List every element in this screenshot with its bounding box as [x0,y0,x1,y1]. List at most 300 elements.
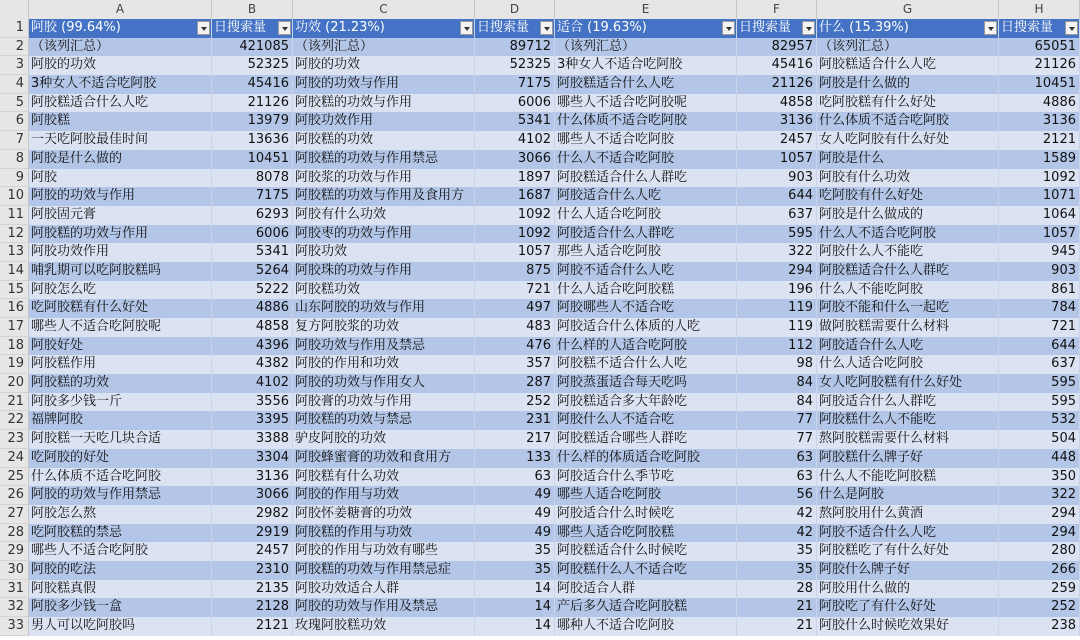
table-cell[interactable]: 1687 [475,187,555,206]
table-cell[interactable]: 3066 [475,150,555,169]
table-cell[interactable]: 阿胶适合什么人吃 [555,187,737,206]
table-cell[interactable]: 哪些人不适合吃阿胶呢 [29,318,212,337]
table-cell[interactable]: 产后多久适合吃阿胶糕 [555,598,737,617]
header-cell[interactable] [555,19,737,38]
table-cell[interactable]: 637 [999,355,1080,374]
row-number[interactable]: 32 [0,598,29,617]
table-cell[interactable]: 497 [475,299,555,318]
table-cell[interactable]: 3种女人不适合吃阿胶 [29,75,212,94]
row-number[interactable]: 10 [0,187,29,206]
table-cell[interactable]: 阿胶好处 [29,337,212,356]
table-cell[interactable]: 2128 [212,598,293,617]
table-cell[interactable]: 287 [475,374,555,393]
table-cell[interactable]: 阿胶功效作用 [29,243,212,262]
header-cell[interactable] [29,19,212,38]
table-cell[interactable]: 阿胶糕作用 [29,355,212,374]
table-cell[interactable]: 吃阿胶糕有什么好处 [817,94,999,113]
table-cell[interactable]: 阿胶适合什么季节吃 [555,468,737,487]
header-cell[interactable] [999,19,1080,38]
row-number[interactable]: 23 [0,430,29,449]
table-cell[interactable]: 42 [737,505,817,524]
row-number[interactable]: 4 [0,75,29,94]
table-cell[interactable]: 阿胶糕的功效 [293,131,475,150]
table-cell[interactable]: 阿胶膏的功效与作用 [293,393,475,412]
table-cell[interactable]: 721 [475,281,555,300]
table-cell[interactable]: 861 [999,281,1080,300]
table-cell[interactable]: 阿胶不能和什么一起吃 [817,299,999,318]
row-number[interactable]: 17 [0,318,29,337]
table-cell[interactable]: 84 [737,393,817,412]
row-number[interactable]: 2 [0,38,29,57]
table-cell[interactable]: 阿胶糕适合多大年龄吃 [555,393,737,412]
table-cell[interactable]: 2310 [212,561,293,580]
table-cell[interactable]: 595 [999,374,1080,393]
row-number[interactable]: 8 [0,150,29,169]
column-header-b[interactable]: B [212,0,293,19]
table-cell[interactable]: 阿胶吃了有什么好处 [817,598,999,617]
table-cell[interactable]: 阿胶糕的功效与作用 [293,94,475,113]
filter-dropdown-icon[interactable] [802,21,815,35]
row-number[interactable]: 1 [0,19,29,38]
table-cell[interactable]: 什么样的体质适合吃阿胶 [555,449,737,468]
table-cell[interactable]: 14 [475,580,555,599]
row-number[interactable]: 31 [0,580,29,599]
table-cell[interactable]: 3556 [212,393,293,412]
table-cell[interactable]: 吃阿胶的好处 [29,449,212,468]
table-cell[interactable]: （该列汇总） [555,38,737,57]
table-cell[interactable]: 45416 [212,75,293,94]
table-cell[interactable]: 1589 [999,150,1080,169]
row-number[interactable]: 28 [0,524,29,543]
row-number[interactable]: 11 [0,206,29,225]
header-cell[interactable] [293,19,475,38]
table-cell[interactable]: 女人吃阿胶有什么好处 [817,131,999,150]
table-cell[interactable]: 448 [999,449,1080,468]
table-cell[interactable]: 阿胶哪些人不适合吃 [555,299,737,318]
table-cell[interactable]: 什么人适合吃阿胶 [817,355,999,374]
table-cell[interactable]: 476 [475,337,555,356]
table-cell[interactable]: 哺乳期可以吃阿胶糕吗 [29,262,212,281]
table-cell[interactable]: 阿胶糕有什么功效 [293,468,475,487]
table-cell[interactable]: 山东阿胶的功效与作用 [293,299,475,318]
row-number[interactable]: 33 [0,617,29,636]
table-cell[interactable]: 6293 [212,206,293,225]
table-cell[interactable]: 阿胶糕的功效 [29,374,212,393]
table-cell[interactable]: 784 [999,299,1080,318]
table-cell[interactable]: 阿胶怀姜糖膏的功效 [293,505,475,524]
table-cell[interactable]: 63 [737,468,817,487]
table-cell[interactable]: 13636 [212,131,293,150]
table-cell[interactable]: 89712 [475,38,555,57]
table-cell[interactable]: 119 [737,299,817,318]
table-cell[interactable]: 35 [475,561,555,580]
table-cell[interactable]: 阿胶不适合什么人吃 [555,262,737,281]
row-number[interactable]: 14 [0,262,29,281]
table-cell[interactable]: 56 [737,486,817,505]
table-cell[interactable]: 什么体质不适合吃阿胶 [817,112,999,131]
table-cell[interactable]: 350 [999,468,1080,487]
table-cell[interactable]: 阿胶糕的功效与作用 [29,225,212,244]
table-cell[interactable]: 玫瑰阿胶糕功效 [293,617,475,636]
table-cell[interactable]: 595 [737,225,817,244]
table-cell[interactable]: 阿胶多少钱一斤 [29,393,212,412]
table-cell[interactable]: 7175 [212,187,293,206]
table-cell[interactable]: 熬阿胶糕需要什么材料 [817,430,999,449]
table-cell[interactable]: 阿胶的功效与作用及禁忌 [293,598,475,617]
table-cell[interactable]: 阿胶糕的功效与禁忌 [293,411,475,430]
table-cell[interactable]: 阿胶糕的功效与作用禁忌 [293,150,475,169]
table-cell[interactable]: 阿胶什么人不能吃 [817,243,999,262]
table-cell[interactable]: 阿胶有什么功效 [293,206,475,225]
table-cell[interactable]: 4102 [475,131,555,150]
table-cell[interactable]: 6006 [475,94,555,113]
table-cell[interactable]: 阿胶怎么熬 [29,505,212,524]
table-cell[interactable]: 1057 [737,150,817,169]
row-number[interactable]: 25 [0,468,29,487]
table-cell[interactable]: 483 [475,318,555,337]
table-cell[interactable]: 阿胶糕适合什么时候吃 [555,542,737,561]
table-cell[interactable]: 10451 [999,75,1080,94]
table-cell[interactable]: 什么是阿胶 [817,486,999,505]
table-cell[interactable]: 421085 [212,38,293,57]
table-cell[interactable]: 阿胶糕 [29,112,212,131]
table-cell[interactable]: 52325 [475,56,555,75]
filter-dropdown-icon[interactable] [984,21,997,35]
header-cell[interactable] [212,19,293,38]
column-header-e[interactable]: E [555,0,737,19]
table-cell[interactable]: 77 [737,411,817,430]
table-cell[interactable]: 637 [737,206,817,225]
table-cell[interactable]: 504 [999,430,1080,449]
table-cell[interactable]: 阿胶糕适合什么人吃 [29,94,212,113]
select-all-corner[interactable] [0,0,29,19]
row-number[interactable]: 15 [0,281,29,300]
table-cell[interactable]: 阿胶浆的功效与作用 [293,169,475,188]
row-number[interactable]: 30 [0,561,29,580]
table-cell[interactable]: 阿胶适合什么体质的人吃 [555,318,737,337]
table-cell[interactable]: 阿胶糕不适合什么人吃 [555,355,737,374]
table-cell[interactable]: 10451 [212,150,293,169]
column-header-a[interactable]: A [29,0,212,19]
table-cell[interactable]: 1057 [475,243,555,262]
table-cell[interactable]: 什么人不能吃阿胶 [817,281,999,300]
table-cell[interactable]: 7175 [475,75,555,94]
table-cell[interactable]: 84 [737,374,817,393]
table-cell[interactable]: 阿胶有什么功效 [817,169,999,188]
table-cell[interactable]: 21 [737,617,817,636]
table-cell[interactable]: 阿胶糕适合什么人群吃 [817,262,999,281]
row-number[interactable]: 22 [0,411,29,430]
table-cell[interactable]: 63 [737,449,817,468]
table-cell[interactable]: 1092 [475,206,555,225]
table-cell[interactable]: 阿胶糕适合什么人吃 [817,56,999,75]
table-cell[interactable]: 1064 [999,206,1080,225]
table-cell[interactable]: 哪些人不适合吃阿胶呢 [555,94,737,113]
table-cell[interactable]: 35 [737,561,817,580]
table-cell[interactable]: 903 [737,169,817,188]
table-cell[interactable]: 3136 [737,112,817,131]
table-cell[interactable]: 阿胶多少钱一盒 [29,598,212,617]
table-cell[interactable]: 2982 [212,505,293,524]
table-cell[interactable]: 119 [737,318,817,337]
table-cell[interactable]: 什么人不能吃阿胶糕 [817,468,999,487]
table-cell[interactable]: 112 [737,337,817,356]
table-cell[interactable]: 女人吃阿胶糕有什么好处 [817,374,999,393]
table-cell[interactable]: 阿胶 [29,169,212,188]
table-cell[interactable]: 哪些人适合吃阿胶 [555,486,737,505]
row-number[interactable]: 18 [0,337,29,356]
table-cell[interactable]: 阿胶怎么吃 [29,281,212,300]
table-cell[interactable]: 阿胶的功效与作用 [293,75,475,94]
table-cell[interactable]: 63 [475,468,555,487]
table-cell[interactable]: 哪些人不适合吃阿胶 [29,542,212,561]
table-cell[interactable]: 65051 [999,38,1080,57]
column-header-c[interactable]: C [293,0,475,19]
table-cell[interactable]: 52325 [212,56,293,75]
table-cell[interactable]: 21126 [212,94,293,113]
table-cell[interactable]: 吃阿胶有什么好处 [817,187,999,206]
header-cell[interactable] [817,19,999,38]
table-cell[interactable]: 3136 [212,468,293,487]
table-cell[interactable]: 3种女人不适合吃阿胶 [555,56,737,75]
table-cell[interactable]: 阿胶是什么做的 [29,150,212,169]
filter-dropdown-icon[interactable] [460,21,473,35]
table-cell[interactable]: 5264 [212,262,293,281]
table-cell[interactable]: 阿胶不适合什么人吃 [817,524,999,543]
row-number[interactable]: 26 [0,486,29,505]
table-cell[interactable]: 2121 [999,131,1080,150]
table-cell[interactable]: 5341 [212,243,293,262]
table-cell[interactable]: 阿胶的功效与作用禁忌 [29,486,212,505]
table-cell[interactable]: 49 [475,486,555,505]
table-cell[interactable]: 77 [737,430,817,449]
table-cell[interactable]: 5341 [475,112,555,131]
filter-dropdown-icon[interactable] [278,21,291,35]
table-cell[interactable]: （该列汇总） [29,38,212,57]
table-cell[interactable]: 什么人适合吃阿胶糕 [555,281,737,300]
table-cell[interactable]: 6006 [212,225,293,244]
table-cell[interactable]: 4396 [212,337,293,356]
table-cell[interactable]: 322 [999,486,1080,505]
table-cell[interactable]: 阿胶固元膏 [29,206,212,225]
table-cell[interactable]: 3388 [212,430,293,449]
table-cell[interactable]: 21126 [737,75,817,94]
table-cell[interactable]: 294 [737,262,817,281]
table-cell[interactable]: 什么人不适合吃阿胶 [817,225,999,244]
table-cell[interactable]: 49 [475,524,555,543]
table-cell[interactable]: 阿胶的作用与功效有哪些 [293,542,475,561]
table-cell[interactable]: 217 [475,430,555,449]
row-number[interactable]: 21 [0,393,29,412]
table-cell[interactable]: 2457 [212,542,293,561]
table-cell[interactable]: 做阿胶糕需要什么材料 [817,318,999,337]
table-cell[interactable]: 阿胶的功效 [29,56,212,75]
table-cell[interactable]: 4886 [999,94,1080,113]
table-cell[interactable]: 4886 [212,299,293,318]
table-cell[interactable]: 阿胶糕真假 [29,580,212,599]
row-number[interactable]: 20 [0,374,29,393]
table-cell[interactable]: 21126 [999,56,1080,75]
table-cell[interactable]: 28 [737,580,817,599]
table-cell[interactable]: 阿胶蒸蛋适合每天吃吗 [555,374,737,393]
table-cell[interactable]: 82957 [737,38,817,57]
row-number[interactable]: 12 [0,225,29,244]
table-cell[interactable]: 231 [475,411,555,430]
table-cell[interactable]: 吃阿胶糕有什么好处 [29,299,212,318]
row-number[interactable]: 5 [0,94,29,113]
table-cell[interactable]: 3304 [212,449,293,468]
row-number[interactable]: 24 [0,449,29,468]
table-cell[interactable]: 8078 [212,169,293,188]
table-cell[interactable]: 阿胶什么时候吃效果好 [817,617,999,636]
table-cell[interactable]: 1092 [475,225,555,244]
table-cell[interactable]: 903 [999,262,1080,281]
table-cell[interactable]: 721 [999,318,1080,337]
table-cell[interactable]: 280 [999,542,1080,561]
filter-dropdown-icon[interactable] [540,21,553,35]
table-cell[interactable]: 21 [737,598,817,617]
filter-dropdown-icon[interactable] [722,21,735,35]
header-cell[interactable] [737,19,817,38]
table-cell[interactable]: 294 [999,524,1080,543]
table-cell[interactable]: 238 [999,617,1080,636]
table-cell[interactable]: 294 [999,505,1080,524]
table-cell[interactable]: 14 [475,617,555,636]
table-cell[interactable]: 阿胶功效适合人群 [293,580,475,599]
row-number[interactable]: 16 [0,299,29,318]
table-cell[interactable]: 阿胶适合什么人吃 [817,337,999,356]
table-cell[interactable]: 福牌阿胶 [29,411,212,430]
row-number[interactable]: 29 [0,542,29,561]
table-cell[interactable]: 那些人适合吃阿胶 [555,243,737,262]
table-cell[interactable]: 阿胶功效与作用及禁忌 [293,337,475,356]
table-cell[interactable]: 阿胶糕什么人不适合吃 [555,561,737,580]
table-cell[interactable]: 阿胶糕适合什么人群吃 [555,169,737,188]
table-cell[interactable]: 1897 [475,169,555,188]
table-cell[interactable]: 3066 [212,486,293,505]
table-cell[interactable]: 阿胶的吃法 [29,561,212,580]
column-header-f[interactable]: F [737,0,817,19]
table-cell[interactable]: 875 [475,262,555,281]
table-cell[interactable]: 阿胶珠的功效与作用 [293,262,475,281]
table-cell[interactable]: 阿胶糕功效 [293,281,475,300]
table-cell[interactable]: 阿胶的功效与作用女人 [293,374,475,393]
table-cell[interactable]: 4858 [212,318,293,337]
table-cell[interactable]: 哪些人不适合吃阿胶 [555,131,737,150]
table-cell[interactable]: 1071 [999,187,1080,206]
table-cell[interactable]: 阿胶是什么做的 [817,75,999,94]
table-cell[interactable]: 2919 [212,524,293,543]
filter-dropdown-icon[interactable] [197,21,210,35]
table-cell[interactable]: 阿胶是什么做成的 [817,206,999,225]
table-cell[interactable]: 644 [999,337,1080,356]
table-cell[interactable]: 阿胶糕适合什么人吃 [555,75,737,94]
table-cell[interactable]: 驴皮阿胶的功效 [293,430,475,449]
table-cell[interactable]: （该列汇总） [817,38,999,57]
table-cell[interactable]: 阿胶糕什么牌子好 [817,449,999,468]
table-cell[interactable]: 阿胶蜂蜜膏的功效和食用方 [293,449,475,468]
column-header-d[interactable]: D [475,0,555,19]
table-cell[interactable]: 阿胶糕的功效与作用及食用方 [293,187,475,206]
table-cell[interactable]: 532 [999,411,1080,430]
table-cell[interactable]: 98 [737,355,817,374]
table-cell[interactable]: 阿胶的作用与功效 [293,486,475,505]
table-cell[interactable]: 阿胶什么人不适合吃 [555,411,737,430]
table-cell[interactable]: 熬阿胶用什么黄酒 [817,505,999,524]
table-cell[interactable]: 什么体质不适合吃阿胶 [29,468,212,487]
table-cell[interactable]: 2135 [212,580,293,599]
row-number[interactable]: 27 [0,505,29,524]
header-cell[interactable] [475,19,555,38]
table-cell[interactable]: 4382 [212,355,293,374]
row-number[interactable]: 19 [0,355,29,374]
table-cell[interactable]: 阿胶糕一天吃几块合适 [29,430,212,449]
table-cell[interactable]: 35 [737,542,817,561]
table-cell[interactable]: 1057 [999,225,1080,244]
row-number[interactable]: 7 [0,131,29,150]
table-cell[interactable]: 595 [999,393,1080,412]
table-cell[interactable]: 3136 [999,112,1080,131]
table-cell[interactable]: 男人可以吃阿胶吗 [29,617,212,636]
table-cell[interactable]: 吃阿胶糕的禁忌 [29,524,212,543]
table-cell[interactable]: 259 [999,580,1080,599]
table-cell[interactable]: 2457 [737,131,817,150]
table-cell[interactable]: 哪些人适合吃阿胶糕 [555,524,737,543]
table-cell[interactable]: 阿胶枣的功效与作用 [293,225,475,244]
table-cell[interactable]: 阿胶什么牌子好 [817,561,999,580]
table-cell[interactable]: 阿胶糕的作用与功效 [293,524,475,543]
table-cell[interactable]: 3395 [212,411,293,430]
table-cell[interactable]: 复方阿胶浆的功效 [293,318,475,337]
table-cell[interactable]: 阿胶适合什么人群吃 [817,393,999,412]
table-cell[interactable]: 阿胶糕什么人不能吃 [817,411,999,430]
table-cell[interactable]: 阿胶糕吃了有什么好处 [817,542,999,561]
table-cell[interactable]: 阿胶功效 [293,243,475,262]
table-cell[interactable]: 阿胶糕适合哪些人群吃 [555,430,737,449]
table-cell[interactable]: 644 [737,187,817,206]
row-number[interactable]: 6 [0,112,29,131]
table-cell[interactable]: 阿胶适合什么时候吃 [555,505,737,524]
table-cell[interactable]: 35 [475,542,555,561]
table-cell[interactable]: 阿胶的功效与作用 [29,187,212,206]
table-cell[interactable]: 阿胶的功效 [293,56,475,75]
table-cell[interactable]: 阿胶适合人群 [555,580,737,599]
table-cell[interactable]: 49 [475,505,555,524]
table-cell[interactable]: 阿胶功效作用 [293,112,475,131]
table-cell[interactable]: 什么人不适合吃阿胶 [555,150,737,169]
table-cell[interactable]: 45416 [737,56,817,75]
column-header-h[interactable]: H [999,0,1080,19]
table-cell[interactable]: 阿胶的作用和功效 [293,355,475,374]
table-cell[interactable]: 一天吃阿胶最佳时间 [29,131,212,150]
table-cell[interactable]: 252 [475,393,555,412]
table-cell[interactable]: 阿胶糕的功效与作用禁忌症 [293,561,475,580]
row-number[interactable]: 9 [0,169,29,188]
table-cell[interactable]: 阿胶适合什么人群吃 [555,225,737,244]
table-cell[interactable]: 什么体质不适合吃阿胶 [555,112,737,131]
table-cell[interactable]: 266 [999,561,1080,580]
table-cell[interactable]: 哪种人不适合吃阿胶 [555,617,737,636]
table-cell[interactable]: 322 [737,243,817,262]
table-cell[interactable]: 133 [475,449,555,468]
table-cell[interactable]: 357 [475,355,555,374]
table-cell[interactable]: 945 [999,243,1080,262]
table-cell[interactable]: 4102 [212,374,293,393]
row-number[interactable]: 13 [0,243,29,262]
table-cell[interactable]: 13979 [212,112,293,131]
table-cell[interactable]: 14 [475,598,555,617]
table-cell[interactable]: 196 [737,281,817,300]
